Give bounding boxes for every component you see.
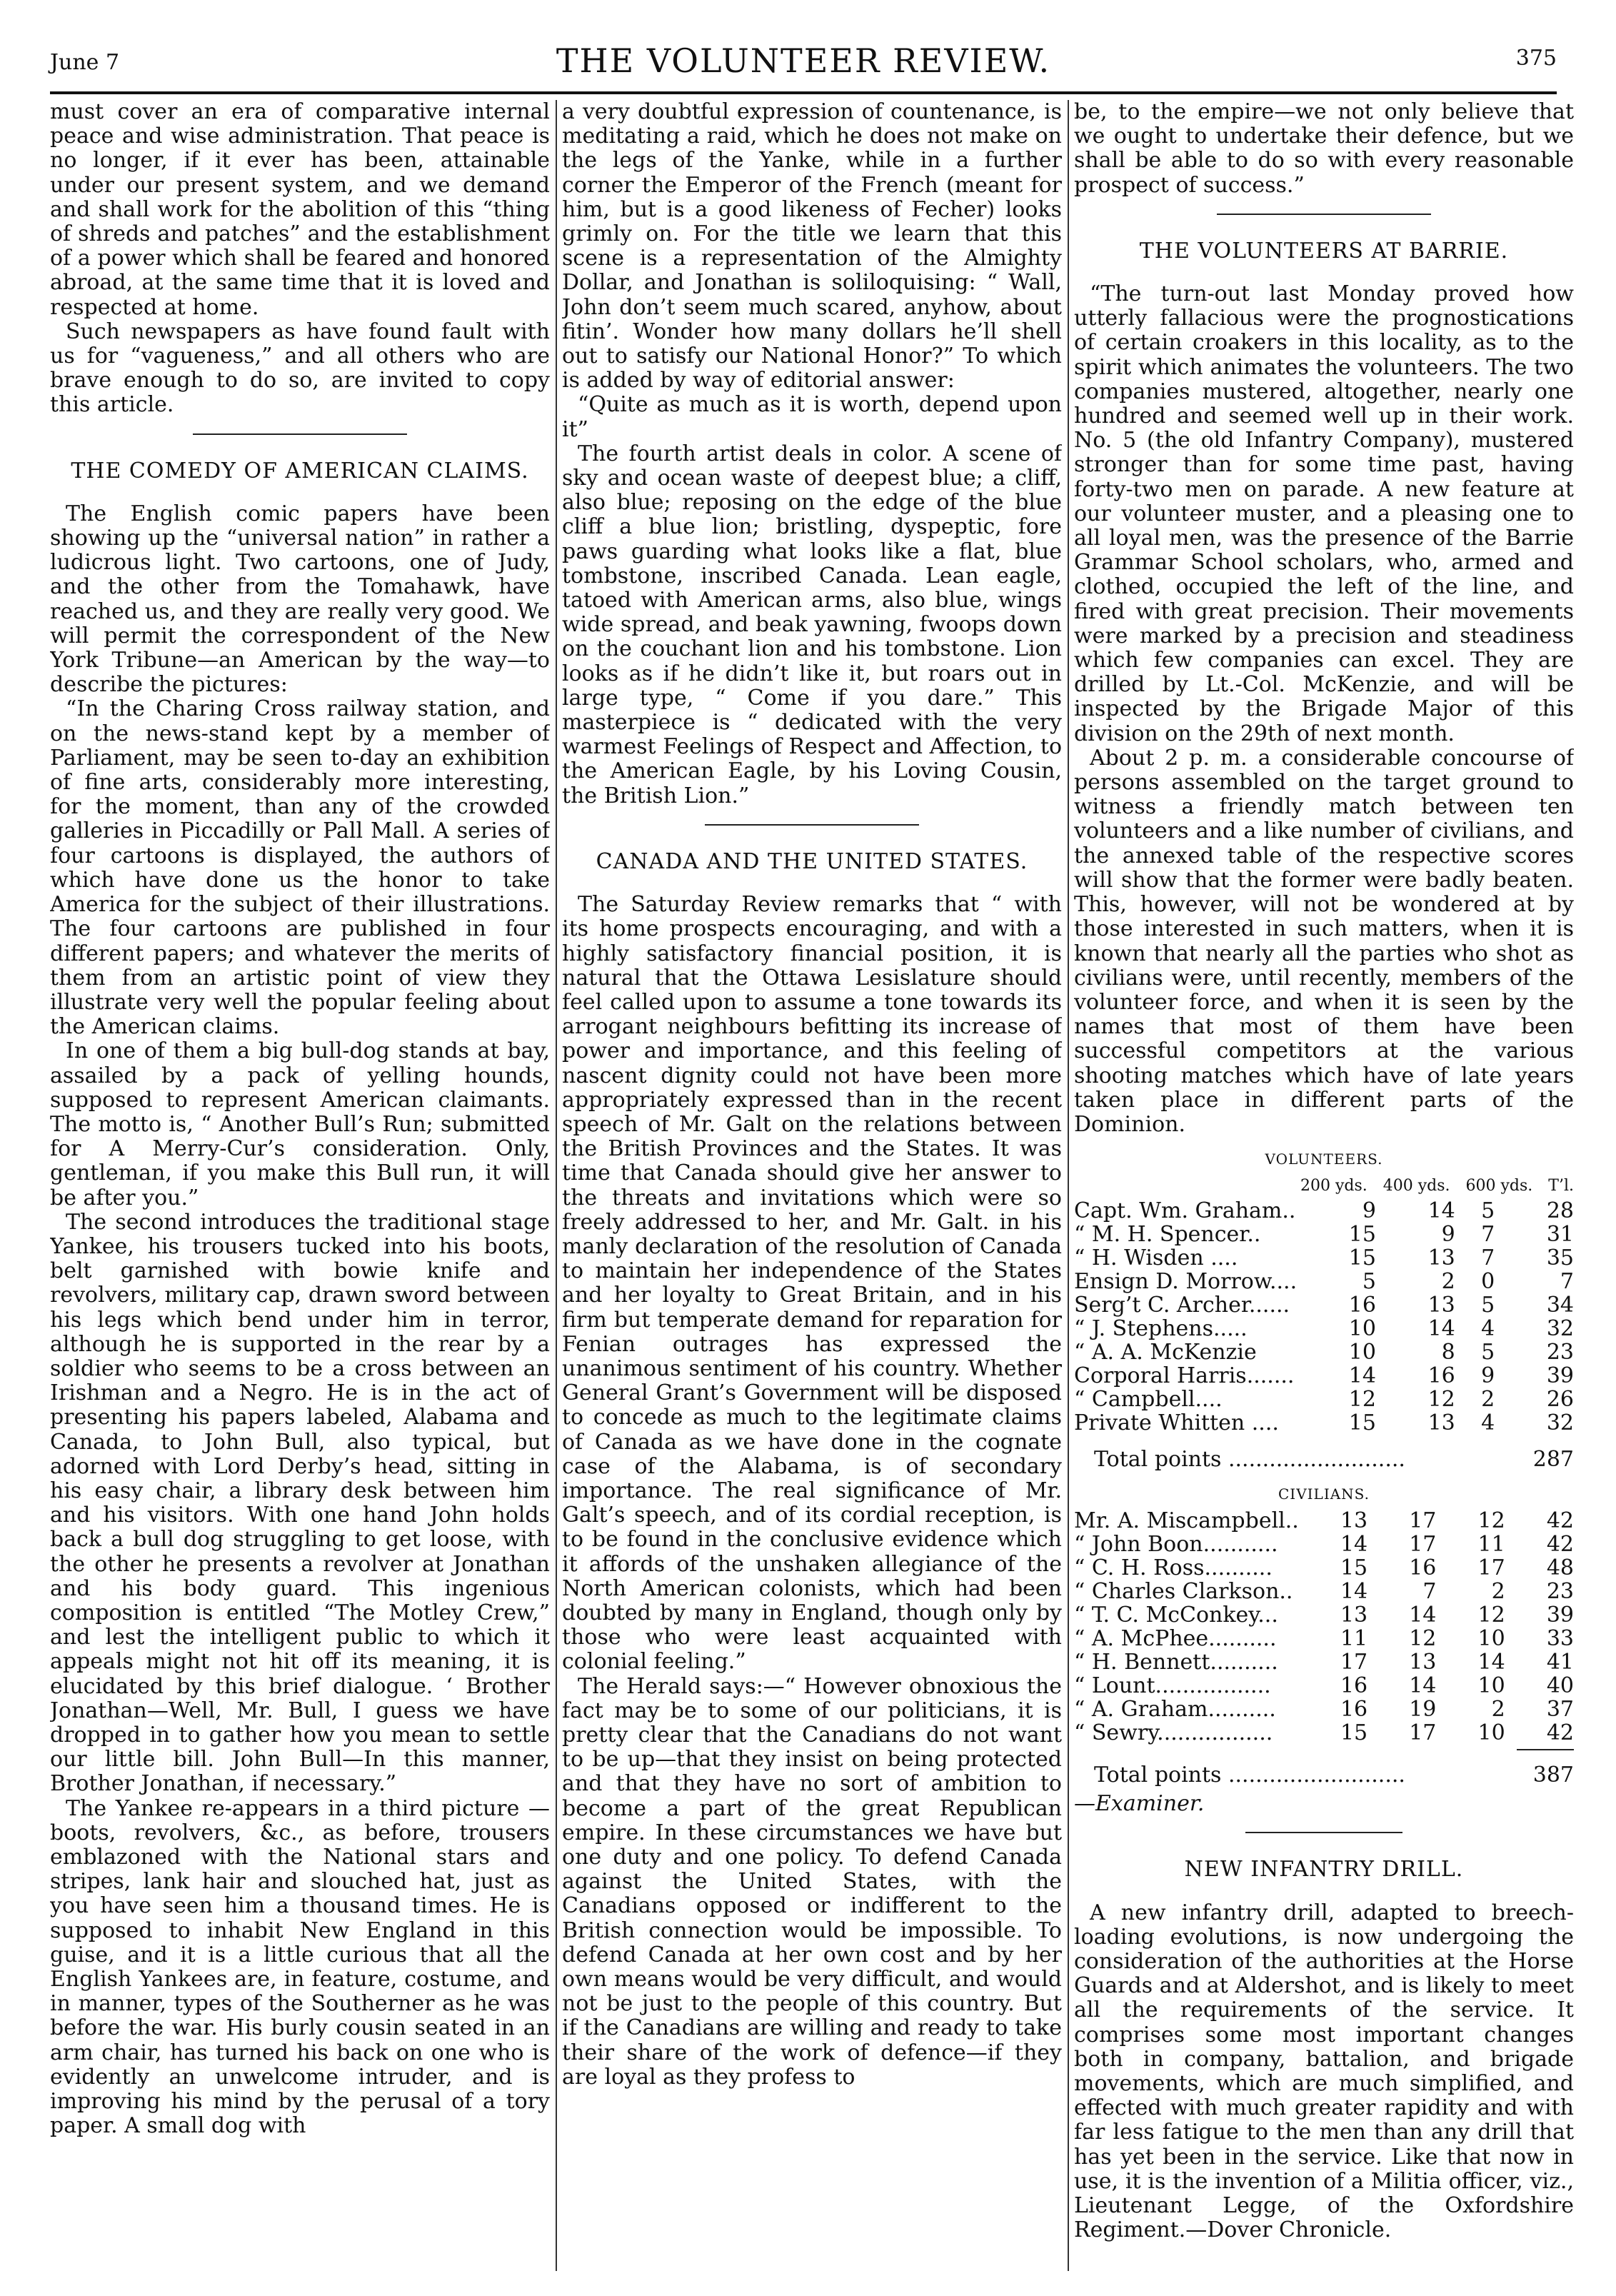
score-cell: 10 (1477, 1720, 1505, 1745)
score-cell: 0 (1481, 1268, 1495, 1294)
score-cell: 13 (1427, 1245, 1455, 1270)
score-cell: 28 (1546, 1198, 1574, 1223)
paragraph: The Saturday Review remarks that “ with its home prospects encouraging, and with a highly satisfactory financial position, it is natural that the Ottawa Lesislature should feel called upon to assume a tone towards its arrogant neighbours befitting its increase of power and importance, and this feeling of nascent dignity could not have been more appropriately expressed than in the recent speech of Mr. Galt on the relations between the British Provinces and the States. It was time that Canada should give her answer to the threats and invitations which were so freely addressed to her, and Mr. Galt. in his manly declaration of the resolution of Canada to maintain her independence of the States and her loyalty to Great Britain, and in his firm but temperate demand for reparation for Fenian outrages has expressed the unanimous sentiment of his country. Whether General Grant’s Government will be disposed to concede as much to the legitimate claims of Canada as we have done in the cognate case of the Alabama, is of secondary importance. The real significance of Mr. Galt’s speech, and of its cordial reception, is to be found in the conclusive evidence which it affords of the unshaken allegiance of the North American colonists, which had been doubted by many in England, though only by those who were least acquainted with colonial feeling.” (562, 892, 1062, 1675)
civilians-score-table (1074, 1509, 1574, 1745)
score-cell: 15 (1348, 1245, 1376, 1270)
score-cell: 42 (1546, 1531, 1574, 1557)
score-cell: 17 (1409, 1508, 1437, 1533)
page-number: 375 (1515, 46, 1557, 71)
score-cell: 14 (1348, 1363, 1376, 1388)
score-cell: 5 (1481, 1339, 1495, 1365)
score-cell: 12 (1427, 1386, 1455, 1412)
score-cell: 16 (1409, 1555, 1437, 1580)
paragraph: The second introduces the traditional stage Yankee, his trousers tucked into his boots, belt garnished with bowie knife and revolvers, military cap, drawn sword between his legs which bend under him in terror, although he is supported in the rear by a soldier who seems to be a cross between an Irishman and a Negro. He is in the act of presenting his papers labeled, Alabama and Canada, to John Bull, also typical, but adorned with Lord Derby’s head, sitting in his easy chair, a library desk between him and his visitors. With one hand John holds back a bull dog struggling to get loose, with the other he presents a revolver at Jonathan and his body guard. This ingenious composition is entitled “The Motley Crew,” and lest the intelligent public to which it appeals might not hit off its meaning, it is elucidated by this brief dialogue. ‘ Brother Jonathan—Well, Mr. Bull, I guess we have dropped in to gather how you mean to settle our little bill. John Bull—In this manner, Brother Jonathan, if necessary.” (50, 1209, 550, 1797)
section-rule (193, 433, 407, 435)
score-cell: 4 (1481, 1410, 1495, 1435)
score-cell: 7 (1422, 1578, 1437, 1604)
paragraph: The Herald says:—“ However obnoxious the fact may be to some of our politicians, it is pretty clear that the Canadians do not want to be up—that they insist on being protected and that they have no sort of ambition to become a part of the great Republican empire. In these circumstances we have but one duty and one policy. To defend Canada against the United States, with the Canadians opposed or indifferent to the British connection would be impossible. To defend Canada at her own cost and by her own means would be very difficult, and would not be just to the people of this country. But if the Canadians are willing and ready to take their share of the work of defence—if they are loyal as they profess to (562, 1673, 1062, 2090)
shooter-name: “ A. Graham.......... (1074, 1697, 1276, 1721)
paragraph: The fourth artist deals in color. A scene of sky and ocean waste of deepest blue; a cliff, also blue; reposing on the edge of the blue cliff a blue lion; bristling, dyspeptic, fore paws guarding what looks like a flat, blue tombstone, inscribed Canada. Lean eagle, tatoed with American arms, also blue, wings wide spread, and beak yawning, fwoops down on the couchant lion and his tombstone. Lion looks as if he didn’t like it, but roars out in large type, “ Come if you dare.” This masterpiece is “ dedicated with the very warmest Feelings of Respect and Affection, to the American Eagle, by his Loving Cousin, the British Lion.” (562, 441, 1062, 808)
score-row (1074, 1246, 1574, 1270)
score-row (1074, 1340, 1574, 1364)
civilians-total (1074, 1763, 1574, 1788)
score-cell: 7 (1481, 1221, 1495, 1247)
score-cell: 2 (1441, 1268, 1455, 1294)
paragraph: “Quite as much as it is worth, depend upon it” (562, 392, 1062, 442)
score-cell: 42 (1546, 1508, 1574, 1533)
score-cell: 23 (1546, 1339, 1574, 1365)
total-rule (1517, 1749, 1574, 1750)
score-cell: 19 (1409, 1696, 1437, 1722)
score-row (1074, 1556, 1574, 1580)
score-cell: 39 (1546, 1602, 1574, 1628)
score-row (1074, 1411, 1574, 1435)
score-cell: 17 (1340, 1649, 1368, 1675)
score-cell: 12 (1348, 1386, 1376, 1412)
score-row (1074, 1364, 1574, 1388)
score-row (1074, 1580, 1574, 1603)
score-cell: 34 (1546, 1292, 1574, 1318)
score-cell: 9 (1441, 1221, 1455, 1247)
score-cell: 16 (1340, 1673, 1368, 1698)
masthead-title: THE VOLUNTEER REVIEW. (556, 41, 1051, 80)
score-cell: 11 (1340, 1625, 1368, 1651)
column-divider (1068, 100, 1069, 2271)
volunteers-label: VOLUNTEERS. (1265, 1150, 1383, 1168)
score-cell: 33 (1546, 1625, 1574, 1651)
score-cell: 14 (1340, 1531, 1368, 1557)
shooter-name: Corporal Harris....... (1074, 1363, 1295, 1388)
paragraph: be, to the empire—we not only believe that we ought to undertake their defence, but we shall be able to do so with every reasonable prospect of success.” (1074, 100, 1574, 198)
section-rule (1245, 1832, 1402, 1833)
score-cell: 11 (1477, 1531, 1505, 1557)
score-cell: 14 (1340, 1578, 1368, 1604)
score-cell: 17 (1409, 1720, 1437, 1745)
score-row (1074, 1223, 1574, 1246)
shooter-name: Capt. Wm. Graham.. (1074, 1198, 1296, 1223)
total-label: Total points .......................... (1094, 1762, 1405, 1788)
score-cell: 40 (1546, 1673, 1574, 1698)
score-cell: 32 (1546, 1315, 1574, 1341)
score-cell: 39 (1546, 1363, 1574, 1388)
shooter-name: “ Lount................. (1074, 1673, 1271, 1698)
shooter-name: “ M. H. Spencer.. (1074, 1222, 1261, 1246)
score-row (1074, 1293, 1574, 1317)
score-cell: 15 (1348, 1221, 1376, 1247)
volunteers-score-table (1074, 1199, 1574, 1435)
col-header: T’l. (1548, 1177, 1574, 1195)
column-divider (556, 100, 557, 2271)
score-cell: 10 (1477, 1673, 1505, 1698)
section-rule (705, 824, 919, 826)
column-2 (562, 100, 1062, 2271)
shooter-name: Mr. A. Miscampbell.. (1074, 1508, 1299, 1533)
shooter-name: Ensign D. Morrow.... (1074, 1269, 1298, 1293)
score-cell: 10 (1477, 1625, 1505, 1651)
score-row (1074, 1533, 1574, 1556)
source-credit: —Examiner. (1074, 1791, 1205, 1817)
civilians-label: CIVILIANS. (1278, 1485, 1370, 1503)
score-cell: 2 (1491, 1696, 1505, 1722)
score-cell: 31 (1546, 1221, 1574, 1247)
shooter-name: “ H. Bennett.......... (1074, 1650, 1278, 1674)
score-cell: 12 (1409, 1625, 1437, 1651)
score-cell: 14 (1477, 1649, 1505, 1675)
score-cell: 9 (1362, 1198, 1376, 1223)
paragraph: In one of them a big bull-dog stands at bay, assailed by a pack of yelling hounds, supposed to represent American claimants. The motto is, “ Another Bull’s Run; submitted for A Merry-Cur’s consideration. Only, gentleman, if you make this Bull run, it will be after you.” (50, 1038, 550, 1210)
col-header: 400 yds. (1382, 1177, 1450, 1195)
col-header: 200 yds. (1300, 1177, 1367, 1195)
shooter-name: “ John Boon........... (1074, 1532, 1278, 1556)
issue-date: June 7 (50, 50, 120, 75)
paragraph: The English comic papers have been showing up the “universal nation” in rather a ludicrous light. Two cartoons, one of Judy, and the other from the Tomahawk, have reached us, and they are really very good. We will permit the correspondent of the New York Tribune—an American by the way—to describe the pictures: (50, 501, 550, 698)
score-cell: 5 (1481, 1292, 1495, 1318)
shooter-name: “ Campbell.... (1074, 1387, 1223, 1411)
score-cell: 7 (1481, 1245, 1495, 1270)
score-cell: 5 (1362, 1268, 1376, 1294)
score-cell: 13 (1427, 1410, 1455, 1435)
score-row (1074, 1388, 1574, 1411)
score-cell: 4 (1481, 1315, 1495, 1341)
shooter-name: “ A. A. McKenzie (1074, 1340, 1257, 1364)
score-cell: 14 (1409, 1673, 1437, 1698)
column-3 (1074, 100, 1574, 2271)
score-cell: 13 (1409, 1649, 1437, 1675)
article-heading: CANADA AND THE UNITED STATES. (596, 848, 1028, 874)
paragraph: A new infantry drill, adapted to breech-loading evolutions, is now undergoing the consideration of the authorities at the Horse Guards and at Aldershot, and is likely to meet all the requirements of the service. It comprises some most important changes both in company, battalion, and brigade movements, which are much simplified, and effected with much greater rapidity and with far less fatigue to the men than any drill that has yet been in the service. Like that now in use, it is the invention of a Militia officer, viz., Lieutenant Legge, of the Oxfordshire Regiment.—Dover Chronicle. (1074, 1900, 1574, 2243)
score-row (1074, 1721, 1574, 1745)
header-rule (50, 91, 1557, 94)
score-cell: 32 (1546, 1410, 1574, 1435)
score-cell: 14 (1427, 1198, 1455, 1223)
score-cell: 10 (1348, 1315, 1376, 1341)
section-rule (1217, 214, 1431, 215)
score-cell: 8 (1441, 1339, 1455, 1365)
score-row (1074, 1199, 1574, 1223)
paragraph: “In the Charing Cross railway station, and on the news-stand kept by a member of Parliament, may be seen to-day an exhibition of fine arts, considerably more interesting, for the moment, than any of the crowded galleries in Piccadilly or Pall Mall. A series of four cartoons is displayed, the authors of which have done us the honor to take America for the subject of their illustrations. The four cartoons are published in four different papers; and whatever the merits of them from an artistic point of view they illustrate very well the popular feeling about the American claims. (50, 696, 550, 1040)
score-row (1074, 1270, 1574, 1293)
score-row (1074, 1603, 1574, 1627)
score-cell: 15 (1348, 1410, 1376, 1435)
score-cell: 41 (1546, 1649, 1574, 1675)
score-cell: 12 (1477, 1602, 1505, 1628)
score-cell: 16 (1427, 1363, 1455, 1388)
paragraph: Such newspapers as have found fault with us for “vagueness,” and all others who are brave enough to do so, are invited to copy this article. (50, 319, 550, 418)
shooter-name: “ Sewry................. (1074, 1720, 1273, 1745)
shooter-name: “ A. McPhee.......... (1074, 1626, 1277, 1650)
score-cell: 9 (1481, 1363, 1495, 1388)
score-row (1074, 1509, 1574, 1533)
shooter-name: “ Charles Clarkson.. (1074, 1579, 1293, 1603)
score-cell: 12 (1477, 1508, 1505, 1533)
total-label: Total points .......................... (1094, 1446, 1405, 1472)
total-value: 287 (1532, 1446, 1574, 1472)
paragraph: must cover an era of comparative internal peace and wise administration. That peace is no longer, if it ever has been, attainable under our present system, and we demand and shall work for the abolition of this “thing of shreds and patches” and the establishment of a power which shall be feared and honored abroad, at the same time that it is loved and respected at home. (50, 100, 550, 320)
paragraph: a very doubtful expression of countenance, is meditating a raid, which he does not make on the legs of the Yanke, while in a further corner the Emperor of the French (meant for him, but is a good likeness of Fecher) looks grimly on. For the title we learn that this scene is a representation of the Almighty Dollar, and Jonathan is soliloquising: “ Wall, John don’t seem much scared, anyhow, about fitin’. Wonder how many dollars he’ll shell out to satisfy our National Honor?” To which is added by way of editorial answer: (562, 100, 1062, 393)
shooter-name: “ H. Wisden .... (1074, 1245, 1238, 1270)
score-cell: 37 (1546, 1696, 1574, 1722)
score-cell: 26 (1546, 1386, 1574, 1412)
score-cell: 7 (1560, 1268, 1574, 1294)
article-heading: THE VOLUNTEERS AT BARRIE. (1139, 238, 1509, 264)
score-cell: 2 (1491, 1578, 1505, 1604)
article-heading: THE COMEDY OF AMERICAN CLAIMS. (71, 458, 529, 483)
shooter-name: “ J. Stephens..... (1074, 1316, 1248, 1340)
shooter-name: “ T. C. McConkey... (1074, 1603, 1278, 1627)
shooter-name: Private Whitten .... (1074, 1410, 1279, 1435)
score-cell: 5 (1481, 1198, 1495, 1223)
score-row (1074, 1317, 1574, 1340)
score-cell: 14 (1427, 1315, 1455, 1341)
shooter-name: “ C. H. Ross.......... (1074, 1555, 1273, 1580)
page-header (50, 36, 1557, 86)
score-column-headers (1074, 1174, 1574, 1198)
shooter-name: Serg’t C. Archer...... (1074, 1293, 1290, 1317)
score-cell: 48 (1546, 1555, 1574, 1580)
score-cell: 35 (1546, 1245, 1574, 1270)
score-row (1074, 1650, 1574, 1674)
score-cell: 15 (1340, 1555, 1368, 1580)
paragraph: “The turn-out last Monday proved how utterly fallacious were the prognostications of certain croakers in this locality, as to the spirit which animates the volunteers. The two companies mustered, altogether, nearly one hundred and seemed well up in their work. No. 5 (the old Infantry Company), mustered stronger than for some time past, having forty-two men on parade. A new feature at our volunteer muster, and a pleasing one to all loyal men, was the presence of the Barrie Grammar School scholars, who, armed and clothed, occupied the left of the line, and fired with great precision. Their movements were marked by a precision and steadiness which few companies can excel. They are drilled by Lt.-Col. McKenzie, and will be inspected by the Brigade Major of this division on the 29th of next month. (1074, 281, 1574, 746)
score-cell: 16 (1340, 1696, 1368, 1722)
volunteers-total (1074, 1448, 1574, 1472)
score-cell: 16 (1348, 1292, 1376, 1318)
score-cell: 13 (1340, 1602, 1368, 1628)
score-row (1074, 1674, 1574, 1698)
score-row (1074, 1698, 1574, 1721)
paragraph: The Yankee re-appears in a third picture —boots, revolvers, &c., as before, trousers emblazoned with the National stars and stripes, lank hair and slouched hat, just as you have seen him a thousand times. He is supposed to inhabit New England in this guise, and it is a little curious that all the English Yankees are, in feature, costume, and in manner, types of the Southerner as he was before the war. His burly cousin seated in an arm chair, has turned his back on one who is evidently an unwelcome intruder, and is improving his mind by the perusal of a tory paper. A small dog with (50, 1795, 550, 2139)
score-cell: 13 (1340, 1508, 1368, 1533)
column-1 (50, 100, 550, 2271)
score-cell: 13 (1427, 1292, 1455, 1318)
score-cell: 17 (1477, 1555, 1505, 1580)
paragraph: About 2 p. m. a considerable concourse of persons assembled on the target ground to witness a friendly match between ten volunteers and a like number of civilians, and the annexed table of the respective scores will show that the former were badly beaten. This, however, will not be wondered at by those interested in such matters, when it is known that nearly all the parties who shot as civilians were, until recently, members of the volunteer force, and when it is seen by the names that most of them have been successful competitors at the various shooting matches which have of late years taken place in different parts of the Dominion. (1074, 745, 1574, 1137)
score-cell: 23 (1546, 1578, 1574, 1604)
total-value: 387 (1532, 1762, 1574, 1788)
col-header: 600 yds. (1465, 1177, 1533, 1195)
score-cell: 42 (1546, 1720, 1574, 1745)
score-cell: 10 (1348, 1339, 1376, 1365)
score-row (1074, 1627, 1574, 1650)
article-heading: NEW INFANTRY DRILL. (1184, 1857, 1464, 1883)
score-cell: 2 (1481, 1386, 1495, 1412)
score-cell: 14 (1409, 1602, 1437, 1628)
score-cell: 17 (1409, 1531, 1437, 1557)
score-cell: 15 (1340, 1720, 1368, 1745)
